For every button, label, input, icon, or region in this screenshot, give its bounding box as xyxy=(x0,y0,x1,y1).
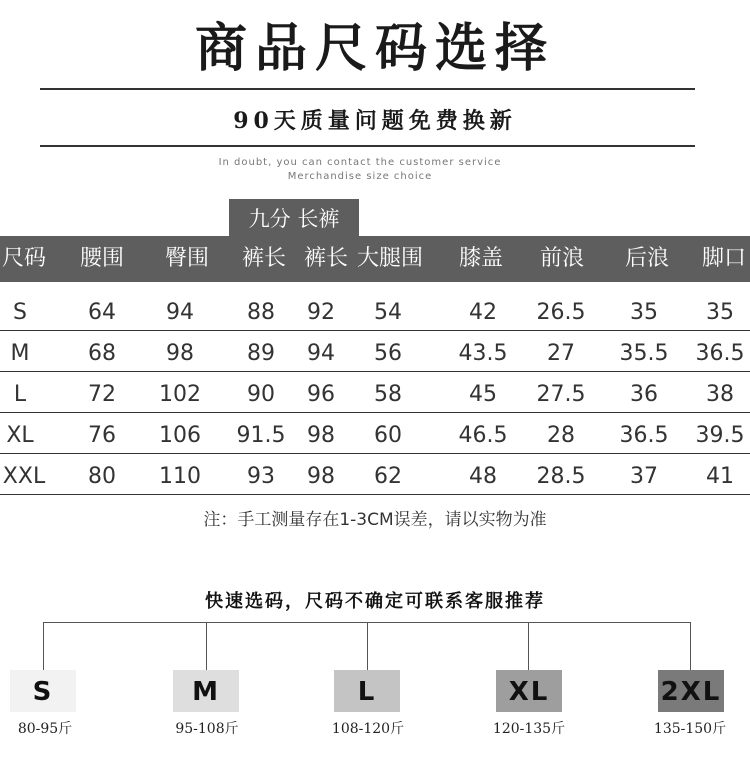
cell-length-1: 89 xyxy=(247,341,275,366)
cell-length-1: 93 xyxy=(247,464,275,489)
size-tree-branch xyxy=(367,622,368,670)
col-back-rise: 后浪 xyxy=(624,246,669,271)
col-front-rise: 前浪 xyxy=(539,246,584,271)
cell-hip: 110 xyxy=(159,464,201,489)
col-waist: 腰围 xyxy=(79,246,124,271)
measurement-note: 注：手工测量存在1-3CM误差，请以实物为准 xyxy=(203,510,547,530)
cell-waist: 68 xyxy=(88,341,116,366)
cell-length-2: 92 xyxy=(307,300,335,325)
cell-back-rise: 36 xyxy=(630,382,658,407)
cell-knee: 43.5 xyxy=(458,341,508,366)
cell-hip: 94 xyxy=(166,300,194,325)
cell-front-rise: 27.5 xyxy=(536,382,586,407)
size-box-m: M xyxy=(173,670,239,712)
weight-range-m: 95-108斤 xyxy=(175,721,239,737)
cell-hip: 102 xyxy=(159,382,201,407)
size-tree-branch xyxy=(206,622,207,670)
product-type-tab: 九分 长裤 xyxy=(229,199,359,237)
cell-front-rise: 28.5 xyxy=(536,464,586,489)
cell-front-rise: 27 xyxy=(547,341,575,366)
cell-leg-opening: 41 xyxy=(706,464,734,489)
cell-leg-opening: 35 xyxy=(706,300,734,325)
cell-thigh: 62 xyxy=(374,464,402,489)
col-thigh: 大腿围 xyxy=(356,246,423,271)
col-leg-opening: 脚口 xyxy=(701,246,746,271)
subtitle-divider xyxy=(40,145,695,147)
title-divider xyxy=(40,88,695,90)
cell-size: XL xyxy=(6,423,34,448)
cell-length-2: 98 xyxy=(307,464,335,489)
cell-size: M xyxy=(10,341,30,366)
cell-length-2: 98 xyxy=(307,423,335,448)
size-tree-branch xyxy=(43,622,44,670)
size-box-xl: XL xyxy=(496,670,562,712)
cell-length-1: 91.5 xyxy=(236,423,286,448)
table-row xyxy=(0,454,750,495)
cell-back-rise: 35 xyxy=(630,300,658,325)
cell-size: L xyxy=(13,382,27,407)
quick-select-title: 快速选码，尺码不确定可联系客服推荐 xyxy=(205,591,545,612)
col-hip: 臀围 xyxy=(164,246,209,271)
table-row xyxy=(0,331,750,372)
weight-range-l: 108-120斤 xyxy=(331,721,405,737)
cell-knee: 42 xyxy=(469,300,497,325)
cell-length-1: 88 xyxy=(247,300,275,325)
size-tree-branch xyxy=(690,622,691,670)
size-box-2xl: 2XL xyxy=(658,670,724,712)
cell-waist: 72 xyxy=(88,382,116,407)
cell-back-rise: 36.5 xyxy=(619,423,669,448)
cell-length-2: 94 xyxy=(307,341,335,366)
english-merchandise-line: Merchandise size choice xyxy=(287,171,433,182)
cell-thigh: 54 xyxy=(374,300,402,325)
cell-knee: 46.5 xyxy=(458,423,508,448)
cell-back-rise: 37 xyxy=(630,464,658,489)
col-length-1: 裤长 xyxy=(241,246,286,271)
cell-hip: 106 xyxy=(159,423,201,448)
cell-knee: 45 xyxy=(469,382,497,407)
guarantee-subtitle: 90天质量问题免费换新 xyxy=(233,108,517,134)
cell-waist: 76 xyxy=(88,423,116,448)
table-row xyxy=(0,413,750,454)
cell-front-rise: 26.5 xyxy=(536,300,586,325)
cell-leg-opening: 38 xyxy=(706,382,734,407)
table-row xyxy=(0,290,750,331)
cell-waist: 64 xyxy=(88,300,116,325)
cell-size: S xyxy=(13,300,27,325)
cell-size: XXL xyxy=(2,464,46,489)
size-box-l: L xyxy=(334,670,400,712)
cell-length-2: 96 xyxy=(307,382,335,407)
size-tree-branch xyxy=(528,622,529,670)
col-knee: 膝盖 xyxy=(458,246,503,271)
cell-thigh: 56 xyxy=(374,341,402,366)
cell-leg-opening: 39.5 xyxy=(695,423,745,448)
english-contact-line: In doubt, you can contact the customer service xyxy=(218,157,502,168)
cell-hip: 98 xyxy=(166,341,194,366)
table-row xyxy=(0,372,750,413)
page-title: 商品尺码选择 xyxy=(194,19,555,79)
cell-thigh: 58 xyxy=(374,382,402,407)
cell-leg-opening: 36.5 xyxy=(695,341,745,366)
size-table-header xyxy=(0,236,750,282)
size-box-s: S xyxy=(10,670,76,712)
cell-front-rise: 28 xyxy=(547,423,575,448)
cell-length-1: 90 xyxy=(247,382,275,407)
cell-waist: 80 xyxy=(88,464,116,489)
cell-back-rise: 35.5 xyxy=(619,341,669,366)
cell-thigh: 60 xyxy=(374,423,402,448)
cell-knee: 48 xyxy=(469,464,497,489)
weight-range-xl: 120-135斤 xyxy=(492,721,566,737)
weight-range-s: 80-95斤 xyxy=(17,721,73,737)
weight-range-2xl: 135-150斤 xyxy=(653,721,727,737)
col-size: 尺码 xyxy=(1,246,46,271)
col-length-2: 裤长 xyxy=(303,246,348,271)
